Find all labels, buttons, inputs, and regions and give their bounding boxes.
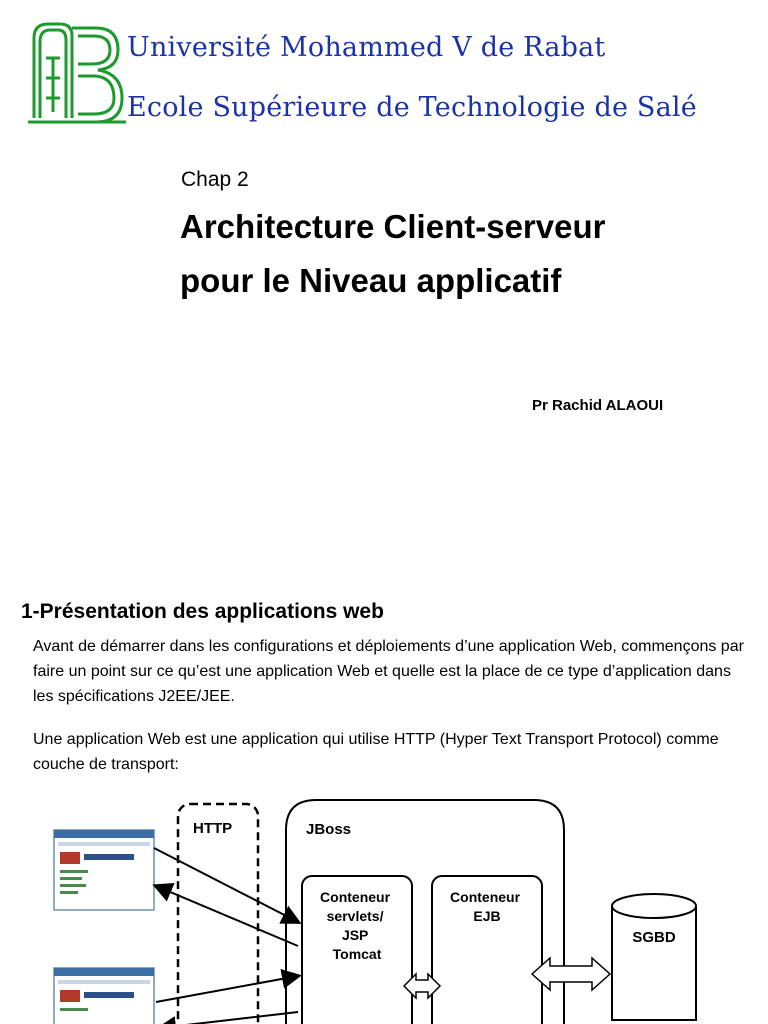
architecture-diagram xyxy=(40,790,740,1024)
paragraph-intro: Avant de démarrer dans les configurations et déploiements d’une application Web, commençons par faire un point sur ce qu’est une application Web et quelle est la place de ce type d’application dans les spécifications J2EE/JEE. xyxy=(33,638,744,705)
servlet-label-4: Tomcat xyxy=(332,946,382,962)
database-label: SGBD xyxy=(632,929,676,946)
paragraph-definition: Une application Web est une application qui utilise HTTP (Hyper Text Transport Protocol) comme couche de transport: xyxy=(33,731,719,773)
database-cylinder xyxy=(612,894,696,1020)
ejb-label-1: Conteneur xyxy=(450,889,521,905)
title-line-1: Architecture Client-serveur xyxy=(180,208,606,245)
jboss-db-arrow xyxy=(532,958,610,990)
jboss-label: JBoss xyxy=(306,821,352,838)
browser-thumbnail-2 xyxy=(54,968,154,1024)
ejb-label-2: EJB xyxy=(473,908,501,924)
servlet-label-3: JSP xyxy=(341,927,369,943)
section-heading: 1-Présentation des applications web xyxy=(21,600,384,623)
title-line-2: pour le Niveau applicatif xyxy=(180,262,562,299)
servlet-label-1: Conteneur xyxy=(320,889,391,905)
browser-thumbnail-1 xyxy=(54,830,154,910)
servlet-ejb-arrow xyxy=(404,974,440,998)
university-name: Université Mohammed V de Rabat xyxy=(127,32,606,63)
author-name: Pr Rachid ALAOUI xyxy=(532,397,664,414)
page-title xyxy=(180,200,740,308)
request-arrow-1 xyxy=(154,848,298,922)
svg-text:Conteneur servlets/ JS xyxy=(320,889,394,962)
university-logo xyxy=(26,18,128,128)
http-label: HTTP xyxy=(193,820,233,837)
svg-text:Conteneur EJB xyxy=(450,889,524,924)
response-arrow-2 xyxy=(160,1012,298,1024)
school-name: Ecole Supérieure de Technologie de Salé xyxy=(127,92,697,123)
chapter-label: Chap 2 xyxy=(181,168,249,191)
servlet-label-2: servlets/ xyxy=(326,908,384,924)
